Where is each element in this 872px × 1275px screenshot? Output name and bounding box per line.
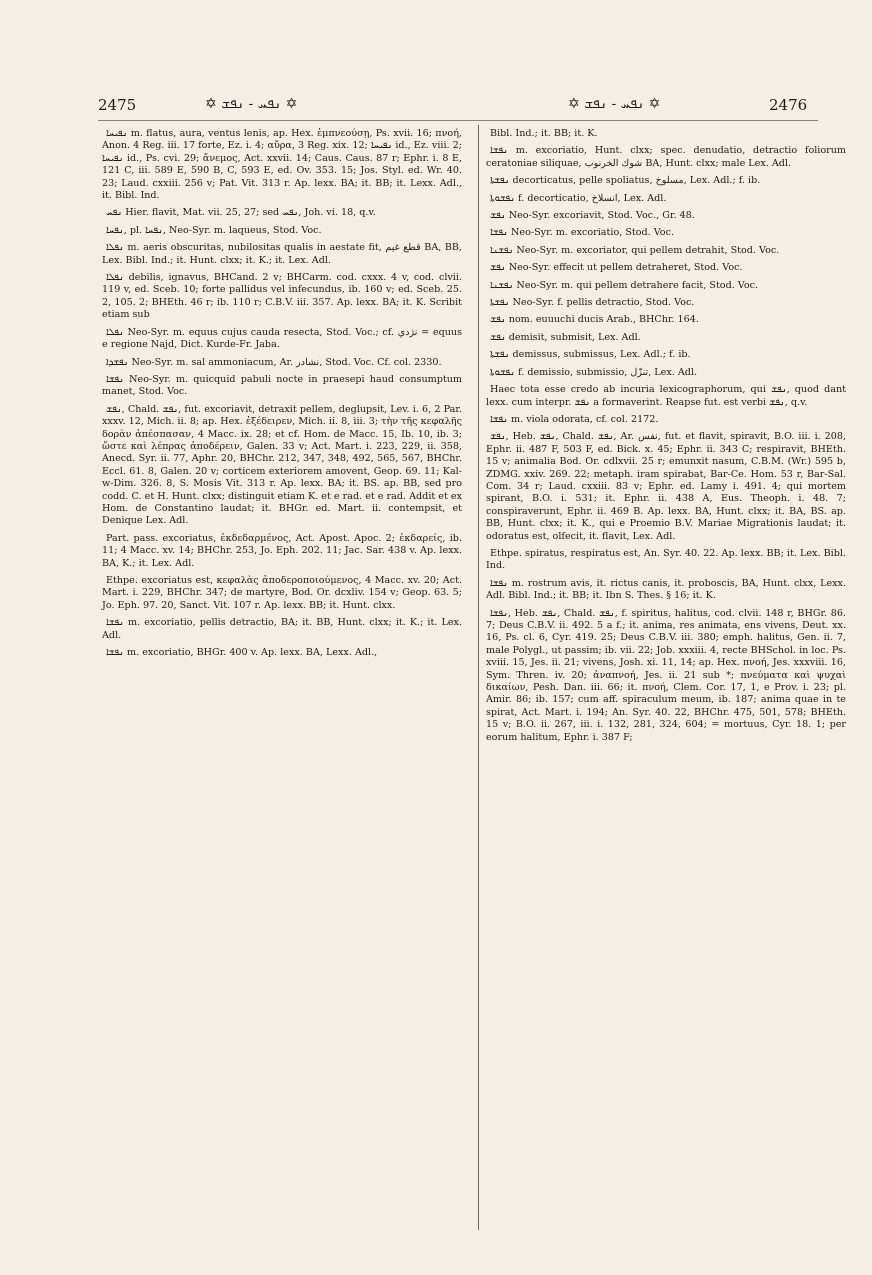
dictionary-entry: ܢܦܫܬܐ demissus, submissus, Lex. Adl.; f. ib. <box>490 349 691 361</box>
dictionary-entry: ܢܦܫܢܐ Neo-Syr. m. excoriator, qui pellem detrahit, Stod. Voc. <box>490 244 780 256</box>
dictionary-entry: ܢܦܫܐ m. excoriatio, pellis detractio, BA; it. BB, Hunt. clxx; it. K.; it. Lex. Adl. <box>102 617 462 641</box>
dictionary-entry: ܢܦܫܕܐ Neo-Syr. m. sal ammoniacum, Ar. نشادر, Stod. Voc. Cf. col. 2330. <box>106 356 442 368</box>
dictionary-entry: ܢܦܠܐ Neo-Syr. m. equus cujus cauda resecta, Stod. Voc.; cf. نژدي = equus e regione Najd, Dict. Kurde-Fr. Jaba. <box>102 326 462 351</box>
page-number-right: 2476 <box>769 96 808 114</box>
dictionary-entry: Haec tota esse credo ab incuria lexicographorum, qui ܢܦܫ, quod dant lexx. cum interpr. ܢܦܫ a formaverint. Reapse fut. est verbi ܢܦܫ, q.v. <box>486 384 847 408</box>
dictionary-entry: Bibl. Ind.; it. BB; it. K. <box>490 128 598 139</box>
dictionary-entry: ܢܦܚܐ, pl. ܢܦܚܐ, Neo-Syr. m. laqueus, Stod. Voc. <box>106 224 322 236</box>
dictionary-entry: ܢܦܫܐ m. excoriatio, BHGr. 400 v. Ap. lexx. BA, Lexx. Adl., <box>106 647 378 659</box>
page-number-left: 2475 <box>98 96 137 114</box>
dictionary-entry: ܢܦܫܐ m. rostrum avis, it. rictus canis, it. proboscis, BA, Hunt. clxx, Lexx. Adl. Bibl. Ind.; it. BB; it. Ibn S. Thes. § 16; it. K. <box>486 577 846 602</box>
right-column <box>486 128 846 749</box>
dictionary-entry: ܢܦܫܐ m. viola odorata, cf. col. 2172. <box>490 413 659 425</box>
dictionary-entry: ܢܦܠܐ debilis, ignavus, BHCand. 2 v; BHCarm. cod. cxxx. 4 v, cod. clvii. 119 v, ed. Sceb. 10; forte pallidus vel infecundus, ib. 160 v; ed. Sceb. 25. 2, 105. 2; BHEth. 46 r; ib. 110 r; C.B.V. iii. 357. Ap. lexx. BA; it. K. Scribit etiam sub <box>102 272 462 321</box>
dictionary-entry: Ethpe. spiratus, respiratus est, An. Syr. 40. 22. Ap. lexx. BB; it. Lex. Bibl. Ind. <box>486 547 846 572</box>
dictionary-entry: Part. pass. excoriatus, ἐκδεδαρμένος, Act. Apost. Apoc. 2; ἐκδαρείς, ib. 11; 4 Macc. xv. 14; BHChr. 253, Jo. Eph. 202. 11; Jac. Sar. 438 v. Ap. lexx. BA, K.; it. Lex. Adl. <box>102 532 462 569</box>
dictionary-entry: ܢܦܚ Hier. flavit, Mat. vii. 25, 27; sed ܢܦܚ, Joh. vi. 18, q.v. <box>106 207 376 219</box>
header-rule <box>98 120 818 121</box>
dictionary-entry: ܢܦܫܘܬܐ f. decorticatio, انسلاخ, Lex. Adl. <box>490 192 667 204</box>
dictionary-entry: ܢܦܫ, Heb. ܢܦܫ, Chald. ܢܦܫ, Ar. نفس, fut. et flavit, spiravit, B.O. iii. i. 208, Ephr. ii. 487 F, 503 F, ed. Bick. x. 45; Ephr. ii. 343 C; respiravit, BHEth. 15 v; animalia Bod. Or. cdlxvii. 25 r; emunxit nasum, C.B.M. (Wr.) 595 b, ZDMG. xxiv. 269. 22; metaph. iram spirabat, Bar-Ce. Hom. 53 r, Bar-Sal. Com. 34 r; Laud. cxxiii. 83 v; Ephr. ed. Lamy i. 491. 4; qui mortem spirant, B.O. i. 531; it. Ephr. ii. 438 A, Eus. Theoph. i. 48. 7; conspiraverunt, Ephr. ii. 469 B. Ap. lexx. BA, Hunt. clxx; it. BA, BS. ap. BB, Hunt. clxx; it. K., qui e Proemio B.V. Mariae Migrationis laudat; it. odoratus est, olfecit, it. flavit, Lex. Adl. <box>486 431 846 542</box>
dictionary-entry: ܢܦܫܢܐ Neo-Syr. m. qui pellem detrahere facit, Stod. Voc. <box>490 279 759 291</box>
dictionary-entry: ܢܦܫܐ Neo-Syr. m. excoriatio, Stod. Voc. <box>490 227 675 239</box>
dictionary-entry: ܢܦܫܐ m. excoriatio, Hunt. clxx; spec. denudatio, detractio foliorum ceratoniae siliquae, شوك الخرنوب BA, Hunt. clxx; male Lex. Adl. <box>486 145 846 169</box>
dictionary-entry: ܢܦܫ Neo-Syr. effecit ut pellem detraheret, Stod. Voc. <box>490 262 743 274</box>
dictionary-entry: ܢܦܫܬܐ Neo-Syr. f. pellis detractio, Stod. Voc. <box>490 297 695 309</box>
dictionary-entry: ܢܦܫܘܬܐ f. demissio, submissio, تنزّل, Lex. Adl. <box>490 366 698 378</box>
dictionary-entry: ܢܦܫ demisit, submisit, Lex. Adl. <box>490 331 641 343</box>
dictionary-entry: Ethpe. excoriatus est, κεφαλὰς ἀποδεροποιούμενος, 4 Macc. xv. 20; Act. Mart. i. 229, BHChr. 347; de martyre, Bod. Or. dcxliv. 154 v; Geop. 63. 5; Jo. Eph. 97. 20, Sanct. Vit. 107 r. Ap. lexx. BB; it. Hunt. clxx. <box>102 575 462 611</box>
column-divider <box>478 125 479 1230</box>
dictionary-entry: ܢܦܫ, Chald. ܢܦܫ, fut. excoriavit, detraxit pellem, deglupsit, Lev. i. 6, 2 Par. xxxv. 12, Mich. ii. 8; ap. Hex. ἐξέδειρεν, Mich. ii. 8, iii. 3; τὴν τῆς κεφαλῆς δορὰν ἀπέσπασαν, 4 Macc. ix. 28; et cf. Hom. de Macc. 15, Ib. 10, ib. 3; ὥστε καὶ λέπρας ἀποδέρειν, Galen. 33 v; Act. Mart. i. 223, 229, ii. 358, Anecd. Syr. ii. 77, Aphr. 20, BHChr. 212, 347, 348, 492, 565, 567, BHChr. Eccl. 61. 8, Galen. 20 v; corticem exteriorem amovent, Geop. 69. 11; Kal-w-Dim. 326. 8, S. Mosis Vit. 313 r. Ap. lexx. BA; it. BS. ap. BB, sed pro codd. C. et H. Hunt. clxx; distinguit etiam K. et e rad. et e rad. Addit et ex Hom. de Constantino laudat; it. BHGr. ed. Mart. ii. contempsit, et Denique Lex. Adl. <box>102 403 462 527</box>
running-headword-left: ✡ ܢܦܚ - ܢܦܫ ✡ <box>205 96 298 112</box>
dictionary-entry: ܢܦܫ Neo-Syr. excoriavit, Stod. Voc., Gr. 48. <box>490 210 695 222</box>
dictionary-entry: ܢܦܫܐ, Heb. ܢܦܫ, Chald. ܢܦܫ, f. spiritus, halitus, cod. clvii. 148 r, BHGr. 86. 7; Deus C.B.V. ii. 492. 5 a f.; it. anima, res animata, ens vivens, Deut. xx. 16, Ps. cl. 6, Cyr. 419. 25; Deus C.B.V. iii. 380; emph. halitus, Gen. ii. 7, male Polygl., ut passim; ib. vii. 22; Job. xxxiii. 4, recte BHSchol. in loc. Ps. xviii. 15, Jes. ii. 21; vivens, Josh. xi. 11, 14; ap. Hex. πνοή, Jes. xxxviii. 16, Sym. Thren. iv. 20; ἀναπνοή, Jes. ii. 21 sub *; πνεύματα καὶ ψυχαὶ δικαίων, Pesh. Dan. iii. 66; it. πνοή, Clem. Cor. 17, 1, e Prov. i. 23; pl. Amir. 86; ib. 157; cum aff. spiraculum meum, ib. 187; anima quae in te spirat, Act. Mart. i. 194; An. Syr. 40. 22, BHChr. 475, 501, 578; BHEth. 15 v; B.O. ii. 267, iii. i. 132, 281, 324, 604; = mortuus, Cyr. 18. 1; per eorum halitum, Ephr. i. 387 F; <box>486 607 846 743</box>
dictionary-entry: ܢܦܫܬܐ decorticatus, pelle spoliatus, مسلوخ, Lex. Adl.; f. ib. <box>490 175 761 187</box>
dictionary-entry: ܢܦܝܚܐ m. flatus, aura, ventus lenis, ap. Hex. ἐμπνεούσῃ, Ps. xvii. 16; πνοή, Anon. 4 Reg. iii. 17 forte, Ez. i. 4; αὔρα, 3 Reg. xix. 12; ܢܦܝܚܐ id., Ez. viii. 2; ܢܦܝܚܐ id., Ps. cvi. 29; ἄνεμος, Act. xxvii. 14; Caus. Caus. 87 r; Ephr. i. 8 E, 121 C, iii. 589 E, 590 B, C, 593 E, ed. Ov. 353. 15; Jos. Styl. ed. Wr. 40. 23; Laud. cxxiii. 256 v; Pat. Vit. 313 r. Ap. lexx. BA; it. BB; it. Lexx. Adl., it. Bibl. Ind. <box>102 128 463 202</box>
running-headword-right: ✡ ܢܦܚ - ܢܦܫ ✡ <box>568 96 661 112</box>
dictionary-entry: ܢܦܫܐ Neo-Syr. m. quicquid pabuli nocte in praesepi haud consumptum manet, Stod. Voc. <box>102 373 462 398</box>
dictionary-entry: ܢܦܫ nom. euuuchi ducis Arab., BHChr. 164. <box>490 314 699 326</box>
left-column <box>102 128 462 664</box>
dictionary-entry: ܢܦܠܐ m. aeris obscuritas, nubilositas qualis in aestate fit, قطع غيم BA, BB, Lex. Bibl. Ind.; it. Hunt. clxx; it. K.; it. Lex. Adl. <box>102 242 462 266</box>
